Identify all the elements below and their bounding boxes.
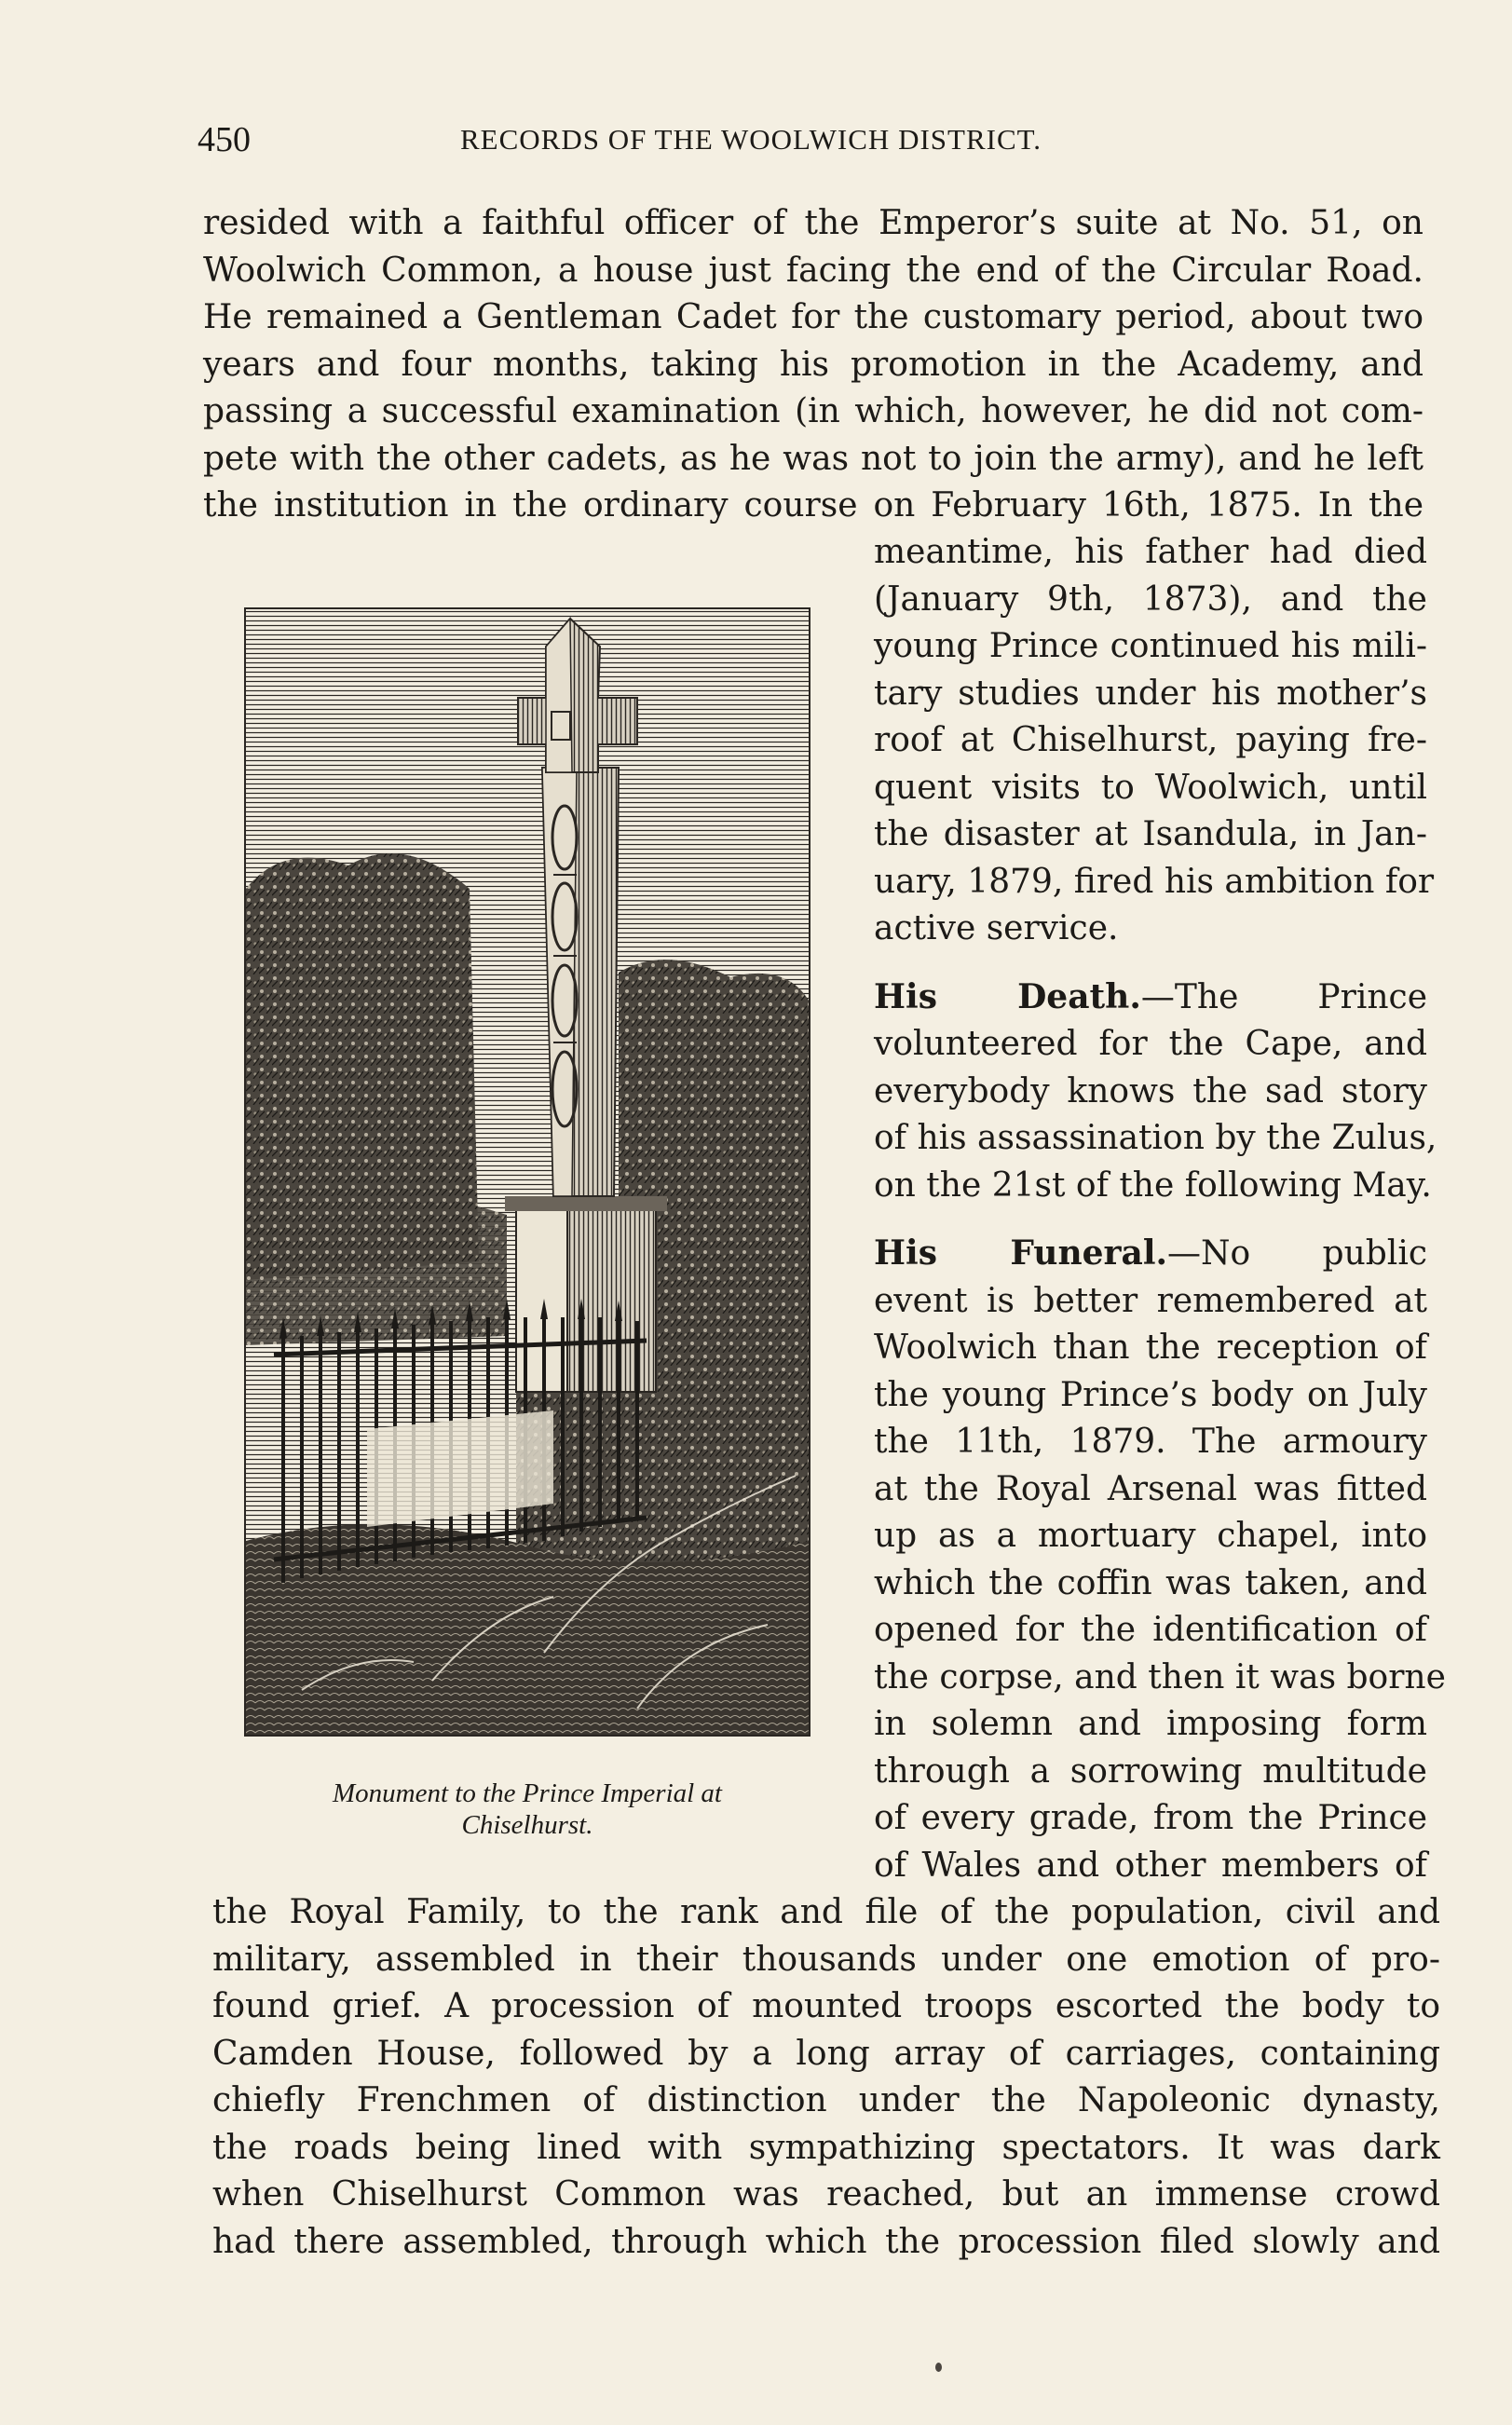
text-line: Woolwich than the reception of <box>874 1328 1427 1367</box>
text-line: the 11th, 1879. The armoury <box>874 1423 1427 1461</box>
text-line: through a sorrowing multitude <box>874 1751 1427 1791</box>
text-line: chiefly Frenchmen of distinction under the Napoleonic dynasty, <box>212 2081 1440 2119</box>
text-line: the Royal Family, to the rank and file of the population, civil and <box>212 1893 1440 1931</box>
text-line: Camden House, followed by a long array of carriages, containing <box>212 2034 1440 2073</box>
text-line: active service. <box>874 909 1119 947</box>
body-text-top <box>203 200 1423 530</box>
caption-line: Monument to the Prince Imperial at <box>333 1778 722 1808</box>
text-line: volunteered for the Cape, and <box>874 1025 1427 1063</box>
text-line: opened for the identification of <box>874 1611 1427 1649</box>
section-heading-funeral: His Funeral. <box>874 1233 1168 1273</box>
death-paragraph-first-line <box>874 974 1427 1022</box>
section-heading-death: His Death. <box>874 976 1141 1016</box>
text-line: uary, 1879, fired his ambition for <box>874 862 1435 901</box>
text-line: of his assassination by the Zulus, <box>874 1119 1437 1157</box>
body-text-bottom <box>212 1889 1440 2266</box>
text-line: found grief. A procession of mounted troops escorted the body to <box>212 1987 1440 2025</box>
text-line: He remained a Gentleman Cadet for the customary period, about two <box>203 298 1423 336</box>
text-line: the disaster at Isandula, in Jan- <box>874 815 1427 853</box>
text-line: roof at Chiselhurst, paying fre- <box>874 721 1427 759</box>
text-line: on the 21st of the following May. <box>874 1165 1432 1205</box>
text-line: the corpse, and then it was borne <box>874 1657 1446 1696</box>
monument-engraving <box>244 607 810 1737</box>
text-line: at the Royal Arsenal was fitted <box>874 1469 1427 1508</box>
figure-caption <box>244 1778 810 1841</box>
text-line: everybody knows the sad story <box>874 1071 1427 1110</box>
page-number: 450 <box>198 120 251 159</box>
text-line: (January 9th, 1873), and the <box>874 579 1427 619</box>
text-line: tary studies under his mother’s <box>874 674 1427 713</box>
text-line: the institution in the ordinary course on February 16th, 1875. In the <box>203 486 1423 525</box>
text-fragment: —The Prince <box>1140 977 1428 1016</box>
text-line: in solemn and imposing form <box>874 1705 1427 1743</box>
text-line: of Wales and other members of <box>874 1846 1427 1885</box>
text-line: when Chiselhurst Common was reached, but an immense crowd <box>212 2175 1440 2214</box>
text-line: years and four months, taking his promotion in the Academy, and <box>203 345 1423 384</box>
body-text-side-column <box>874 529 1446 1889</box>
text-line: meantime, his father had died <box>874 533 1427 571</box>
caption-line: Chiselhurst. <box>461 1810 593 1840</box>
text-line: event is better remembered at <box>874 1281 1427 1320</box>
text-line: had there assembled, through which the procession filed slowly and <box>212 2222 1440 2261</box>
ink-speck <box>935 2363 942 2372</box>
text-line: military, assembled in their thousands under one emotion of pro- <box>212 1940 1440 1979</box>
text-fragment: —No public <box>1167 1234 1427 1273</box>
text-line: passing a successful examination (in which, however, he did not com- <box>203 392 1423 430</box>
text-line: up as a mortuary chapel, into <box>874 1517 1427 1555</box>
text-line: of every grade, from the Prince <box>874 1799 1427 1837</box>
text-line: Woolwich Common, a house just facing the end of the Circular Road. <box>203 251 1423 290</box>
text-line: young Prince continued his mili- <box>874 627 1427 665</box>
funeral-paragraph-first-line <box>874 1230 1427 1278</box>
running-header <box>198 119 1427 175</box>
text-line: the young Prince’s body on July <box>874 1375 1427 1414</box>
text-line: the roads being lined with sympathizing spectators. It was dark <box>212 2128 1440 2167</box>
running-title: RECORDS OF THE WOOLWICH DISTRICT. <box>460 123 1042 156</box>
text-line: quent visits to Woolwich, until <box>874 768 1427 807</box>
text-line: resided with a faithful officer of the Emperor’s suite at No. 51, on <box>203 204 1423 242</box>
text-line: pete with the other cadets, as he was not to join the army), and he left <box>203 439 1423 478</box>
text-line: which the coffin was taken, and <box>874 1563 1427 1602</box>
